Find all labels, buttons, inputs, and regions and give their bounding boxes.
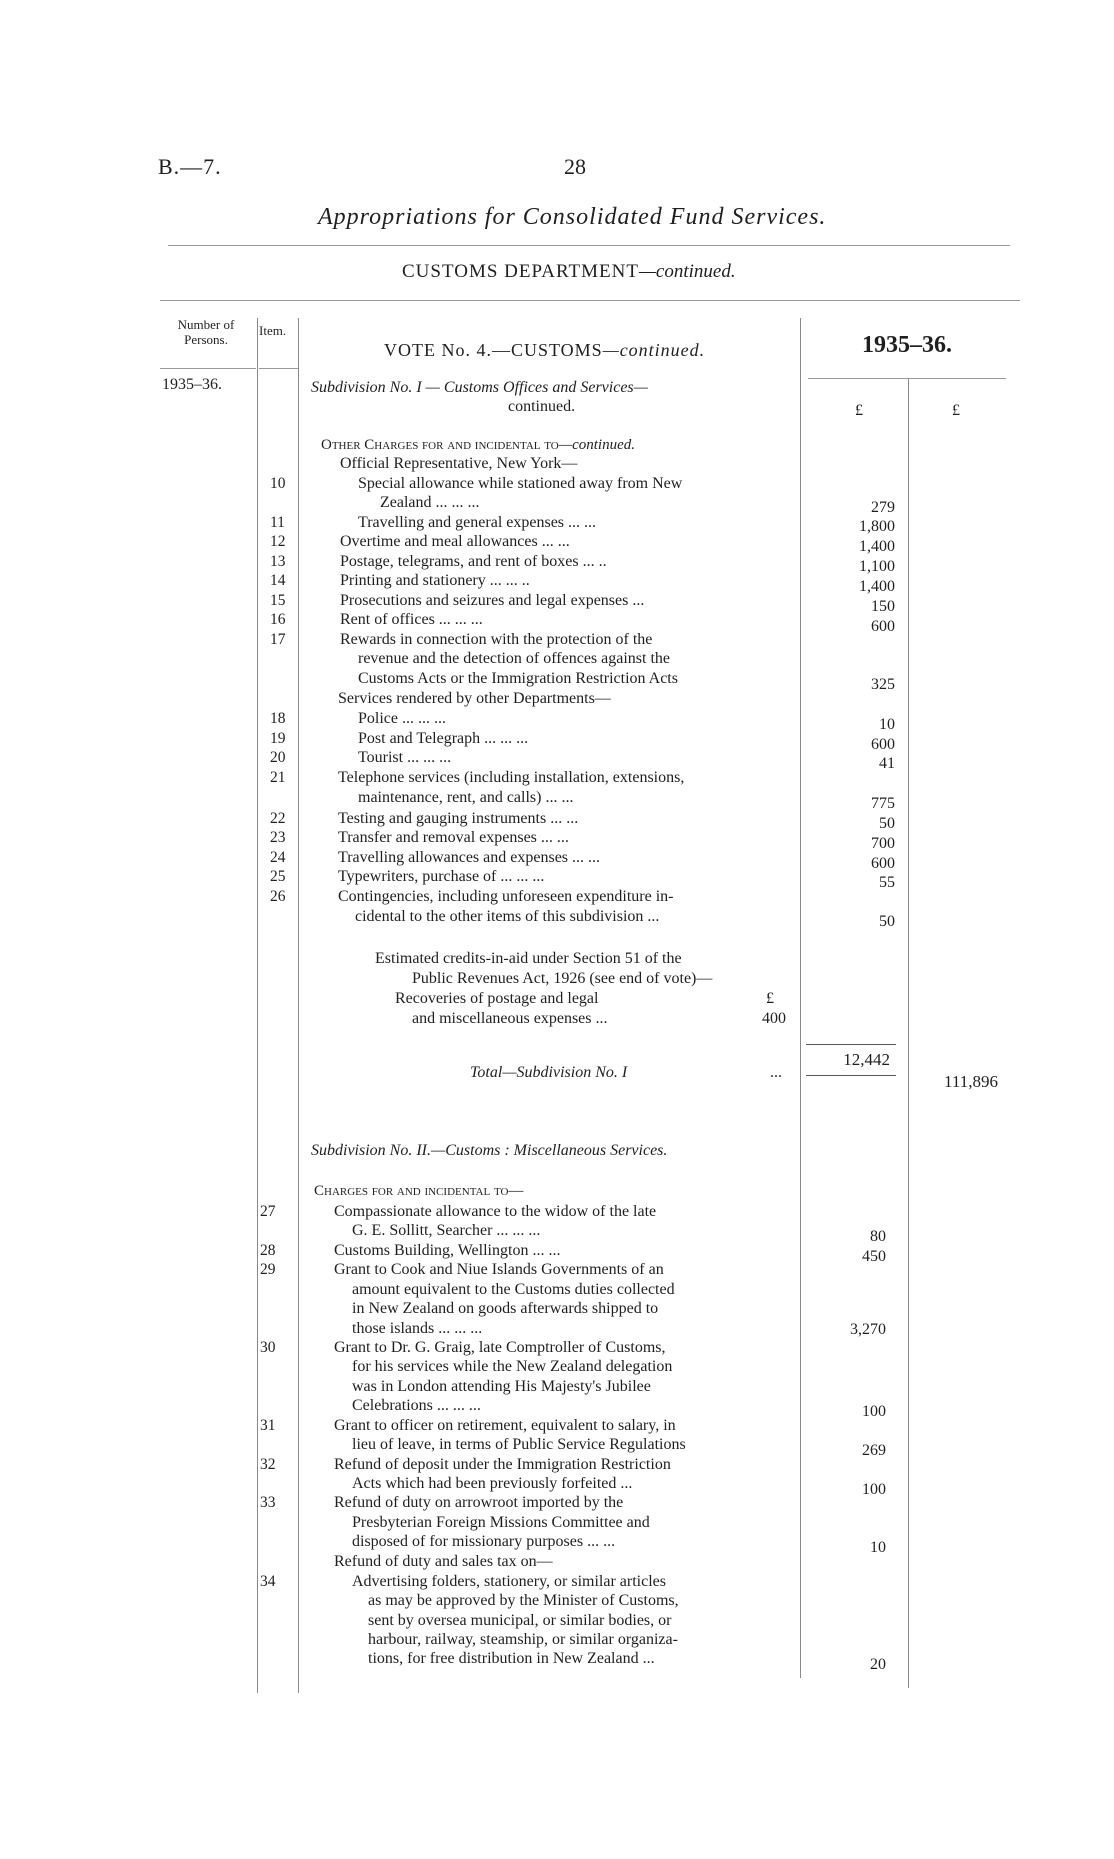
item-number: 33 xyxy=(260,1494,276,1511)
item-amount: 10 xyxy=(879,716,895,733)
item-amount: 55 xyxy=(879,874,895,891)
item-number: 23 xyxy=(270,829,286,846)
item-number: 29 xyxy=(260,1261,276,1278)
item-amount: 600 xyxy=(871,855,895,872)
title-rule xyxy=(168,245,1010,246)
item-line: Telephone services (including installation, extensions, xyxy=(338,769,685,786)
column-header-item: Item. xyxy=(259,323,287,338)
item-line: Transfer and removal expenses ... ... xyxy=(338,829,569,846)
item-amount: 1,800 xyxy=(859,518,895,535)
item-amount: 600 xyxy=(871,618,895,635)
item-line: Printing and stationery ... ... .. xyxy=(340,572,530,589)
item-amount: 100 xyxy=(862,1481,886,1498)
rule-item-right xyxy=(298,318,299,1693)
item-number: 25 xyxy=(270,868,286,885)
item-number: 27 xyxy=(260,1203,276,1220)
item-line: G. E. Sollitt, Searcher ... ... ... xyxy=(352,1222,541,1239)
other-charges-suffix: —continued. xyxy=(558,437,635,453)
subdivision-1-heading-cont: continued. xyxy=(508,398,576,415)
item-line: Travelling and general expenses ... ... xyxy=(358,514,597,531)
item-line: Zealand ... ... ... xyxy=(380,494,480,511)
item-number: 28 xyxy=(260,1242,276,1259)
item-line: sent by oversea municipal, or similar bodies, or xyxy=(368,1612,672,1629)
item-line: as may be approved by the Minister of Customs, xyxy=(368,1592,679,1609)
item-line: Police ... ... ... xyxy=(358,710,446,727)
rule-amount-left xyxy=(800,318,801,1678)
item-amount: 325 xyxy=(871,676,895,693)
currency-b: £ xyxy=(952,402,960,419)
item-amount: 279 xyxy=(871,499,895,516)
page-number: 28 xyxy=(564,154,586,179)
other-charges-heading: Other Charges for and incidental to—continued. xyxy=(321,437,635,453)
header-rule-amounts xyxy=(808,378,1006,379)
department-heading: CUSTOMS DEPARTMENT—continued. xyxy=(402,261,736,282)
item-line: Prosecutions and seizures and legal expenses ... xyxy=(340,592,645,609)
vote-heading: VOTE No. 4.—CUSTOMS—continued. xyxy=(384,340,706,360)
item-number: 18 xyxy=(270,710,286,727)
credits-line-1: Estimated credits-in-aid under Section 51 of the xyxy=(375,950,682,967)
item-amount: 1,400 xyxy=(859,538,895,555)
subtotal-rule-bottom xyxy=(806,1075,896,1076)
item-line: amount equivalent to the Customs duties collected xyxy=(352,1281,675,1298)
item-number: 13 xyxy=(270,553,286,570)
item-number: 14 xyxy=(270,572,286,589)
item-amount: 450 xyxy=(862,1248,886,1265)
item-amount: 269 xyxy=(862,1442,886,1459)
page-title: Appropriations for Consolidated Fund Services. xyxy=(318,204,827,230)
item-line: revenue and the detection of offences against the xyxy=(358,650,671,667)
item-line: lieu of leave, in terms of Public Service Regulations xyxy=(352,1436,686,1453)
subdivision-1-total-label: Total—Subdivision No. I xyxy=(470,1064,628,1081)
subdivision-2-heading: Subdivision No. II.—Customs : Miscellaneous Services. xyxy=(311,1142,668,1159)
item-amount: 41 xyxy=(879,755,895,772)
item-line: cidental to the other items of this subdivision ... xyxy=(355,908,660,925)
column-header-persons: Number of Persons. xyxy=(177,317,235,347)
item-line: maintenance, rent, and calls) ... ... xyxy=(358,789,574,806)
item-amount: 700 xyxy=(871,835,895,852)
item-line: Grant to Cook and Niue Islands Governments of an xyxy=(334,1261,664,1278)
official-representative: Official Representative, New York— xyxy=(340,455,578,472)
item-number: 12 xyxy=(270,533,286,550)
item-amount: 150 xyxy=(871,598,895,615)
item-line: Tourist ... ... ... xyxy=(358,749,452,766)
item-number: 30 xyxy=(260,1339,276,1356)
item-number: 17 xyxy=(270,631,286,648)
item-number: 20 xyxy=(270,749,286,766)
item-amount: 100 xyxy=(862,1403,886,1420)
item-line: Acts which had been previously forfeited ... xyxy=(352,1475,633,1492)
item-amount: 50 xyxy=(879,815,895,832)
subtotal-rule-top xyxy=(806,1044,896,1045)
item-number: 34 xyxy=(260,1573,276,1590)
item-line: Customs Building, Wellington ... ... xyxy=(334,1242,561,1259)
item-line: Customs Acts or the Immigration Restriction Acts xyxy=(358,670,678,687)
item-number: 21 xyxy=(270,769,286,786)
rule-amount-mid xyxy=(908,378,909,1688)
item-line: Presbyterian Foreign Missions Committee and xyxy=(352,1514,650,1531)
item-line: Grant to officer on retirement, equivalent to salary, in xyxy=(334,1417,676,1434)
subdivision-2-charges-heading: Charges for and incidental to— xyxy=(314,1183,524,1199)
subdivision-1-subtotal: 12,442 xyxy=(843,1050,890,1069)
item-number: 19 xyxy=(270,730,286,747)
item-number: 26 xyxy=(270,888,286,905)
credits-line-3: Recoveries of postage and legal xyxy=(395,990,599,1007)
item-line: disposed of for missionary purposes ... ... xyxy=(352,1533,616,1550)
item-line: Testing and gauging instruments ... ... xyxy=(338,810,579,827)
credits-currency: £ xyxy=(766,990,774,1007)
item-line: Grant to Dr. G. Graig, late Comptroller of Customs, xyxy=(334,1339,666,1356)
currency-a: £ xyxy=(855,402,863,419)
vote-suffix: —continued. xyxy=(602,340,706,360)
item-line: for his services while the New Zealand delegation xyxy=(352,1358,673,1375)
document-reference: B.—7. xyxy=(158,154,222,179)
credits-amount: 400 xyxy=(762,1010,786,1027)
item-line: tions, for free distribution in New Zealand ... xyxy=(368,1650,655,1667)
column-header-year: 1935–36. xyxy=(862,332,952,358)
item-amount: 600 xyxy=(871,736,895,753)
total-leader: ... xyxy=(770,1064,782,1081)
credits-line-2: Public Revenues Act, 1926 (see end of vote)— xyxy=(412,970,713,987)
department-suffix: —continued. xyxy=(639,261,736,282)
item-line: Typewriters, purchase of ... ... ... xyxy=(338,868,545,885)
item-line: Travelling allowances and expenses ... ... xyxy=(338,849,601,866)
item-line: Postage, telegrams, and rent of boxes ... .. xyxy=(340,553,607,570)
refund-heading: Refund of duty and sales tax on— xyxy=(334,1553,553,1570)
item-line: Rent of offices ... ... ... xyxy=(340,611,483,628)
item-line: Contingencies, including unforeseen expenditure in- xyxy=(338,888,674,905)
item-number: 31 xyxy=(260,1417,276,1434)
item-number: 24 xyxy=(270,849,286,866)
item-line: Special allowance while stationed away from New xyxy=(358,475,683,492)
dept-rule xyxy=(160,300,1020,301)
item-line: Overtime and meal allowances ... ... xyxy=(340,533,570,550)
item-line: in New Zealand on goods afterwards shipped to xyxy=(352,1300,659,1317)
header-rule-persons xyxy=(160,368,256,369)
item-amount: 80 xyxy=(870,1228,886,1245)
persons-year: 1935–36. xyxy=(162,376,222,393)
item-number: 15 xyxy=(270,592,286,609)
header-rule-item xyxy=(259,368,299,369)
item-line: Advertising folders, stationery, or similar articles xyxy=(352,1573,666,1590)
item-amount: 50 xyxy=(879,913,895,930)
item-line: Celebrations ... ... ... xyxy=(352,1397,481,1414)
services-heading: Services rendered by other Departments— xyxy=(338,690,611,707)
item-amount: 3,270 xyxy=(850,1321,886,1338)
item-line: Compassionate allowance to the widow of the late xyxy=(334,1203,657,1220)
item-line: Rewards in connection with the protection of the xyxy=(340,631,653,648)
item-line: Post and Telegraph ... ... ... xyxy=(358,730,529,747)
item-line: Refund of duty on arrowroot imported by the xyxy=(334,1494,624,1511)
item-number: 16 xyxy=(270,611,286,628)
item-number: 11 xyxy=(270,514,285,531)
item-line: harbour, railway, steamship, or similar organiza- xyxy=(368,1631,678,1648)
item-number: 22 xyxy=(270,810,286,827)
item-line: was in London attending His Majesty's Jubilee xyxy=(352,1378,651,1395)
item-amount: 10 xyxy=(870,1539,886,1556)
subdivision-1-total: 111,896 xyxy=(944,1072,998,1091)
item-amount: 1,400 xyxy=(859,578,895,595)
item-amount: 1,100 xyxy=(859,558,895,575)
rule-item-left xyxy=(257,318,258,1693)
subdivision-1-heading: Subdivision No. I — Customs Offices and Services— xyxy=(311,379,648,396)
credits-line-4: and miscellaneous expenses ... xyxy=(412,1010,608,1027)
item-number: 32 xyxy=(260,1456,276,1473)
item-amount: 775 xyxy=(871,795,895,812)
item-number: 10 xyxy=(270,475,286,492)
item-line: those islands ... ... ... xyxy=(352,1320,483,1337)
item-amount: 20 xyxy=(870,1656,886,1673)
item-line: Refund of deposit under the Immigration Restriction xyxy=(334,1456,671,1473)
